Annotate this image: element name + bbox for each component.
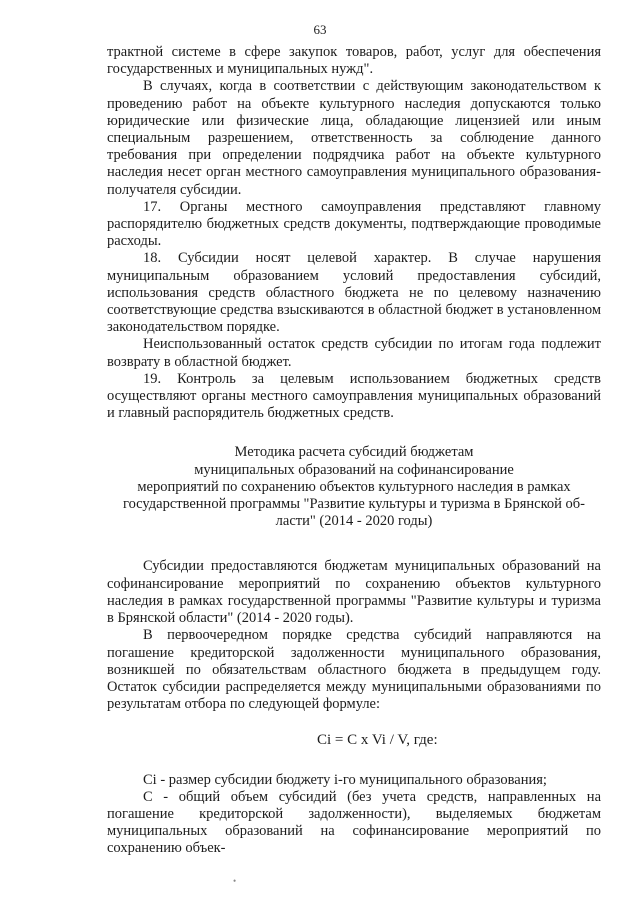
heading-line: ласти" (2014 - 2020 годы) <box>275 513 433 530</box>
section-heading <box>107 444 601 530</box>
paragraph: 18. Субсидии носят целевой характер. В случае нарушения муниципальным образованием условий предоставления субсидий, использования средств областного бюджета не по целевому назначению соответствующие средства взыскиваются в областной бюджет в установленном законодательством порядке. <box>107 250 601 336</box>
heading-line: Методика расчета субсидий бюджетам <box>234 444 474 461</box>
paragraph: Субсидии предоставляются бюджетам муниципальных образований на софинансирование мероприятий по сохранению объектов культурного наследия в рамках государственной программы "Развитие культуры и туризма в Брянской области" (2014 - 2020 годы). <box>107 558 601 627</box>
paragraphs-bottom <box>107 558 601 713</box>
paragraph: Ci - размер субсидии бюджету i-го муниципального образования; <box>143 771 547 788</box>
paragraphs-top <box>107 44 601 422</box>
heading-line: мероприятий по сохранению объектов культурного наследия в рамках <box>137 478 571 495</box>
paragraph: В случаях, когда в соответствии с действующим законодательством к проведению работ на объекте культурного наследия допускаются только юридические или физические лица, обладающие лицензией или иным специальным разрешением, ответственность за соблюдение данного требования при определении подрядчика работ на объекте культурного наследия несет орган местного самоуправления муниципального образования-получателя субсидии. <box>107 78 601 198</box>
paragraph: 19. Контроль за целевым использованием бюджетных средств осуществляют органы местного самоуправления муниципальных образований и главный распорядитель бюджетных средств. <box>107 370 601 422</box>
heading-line: муниципальных образований на софинансирование <box>194 461 514 478</box>
document-body <box>107 44 601 858</box>
paragraph: трактной системе в сфере закупок товаров, работ, услуг для обеспечения государственных и муниципальных нужд". <box>107 44 601 78</box>
heading-line: государственной программы "Развитие культуры и туризма в Брянской об- <box>122 496 585 513</box>
paragraph: Неиспользованный остаток средств субсидии по итогам года подлежит возврату в областной бюджет. <box>107 336 601 370</box>
page-number: 63 <box>313 22 327 37</box>
paragraph: В первоочередном порядке средства субсидий направляются на погашение кредиторской задолженности муниципального образования, возникшей по обязательствам областного бюджета в предыдущем году. Остаток субсидии распределяется между муниципальными образованиями по результатам отбора по следующей формуле: <box>107 627 601 713</box>
formula: Ci = C x Vi / V, где: <box>317 732 438 749</box>
footer-mark: • <box>233 876 237 886</box>
paragraph: С - общий объем субсидий (без учета средств, направленных на погашение кредиторской задолженности), выделяемых бюджетам муниципальных образований на софинансирование мероприятий по сохранению объек- <box>107 788 601 857</box>
paragraph: 17. Органы местного самоуправления представляют главному распорядителю бюджетных средств документы, подтверждающие проводимые расходы. <box>107 198 601 250</box>
paragraphs-definitions <box>107 772 601 858</box>
